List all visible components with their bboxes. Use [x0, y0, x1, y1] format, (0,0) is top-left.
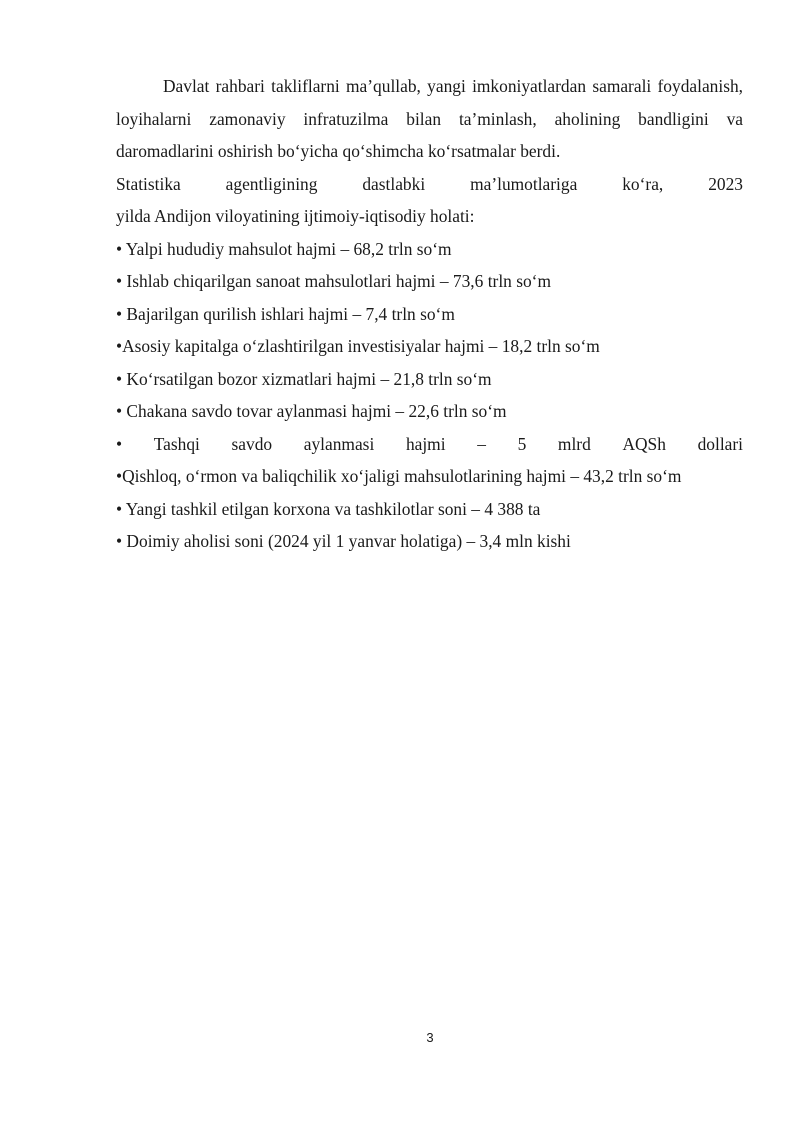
trade-word: • [116, 433, 123, 454]
list-item-population: • Doimiy aholisi soni (2024 yil 1 yanvar holatiga) – 3,4 mln kishi [116, 531, 571, 551]
list-item-investment: •Asosiy kapitalga o‘zlashtirilgan investisiyalar hajmi – 18,2 trln so‘m [116, 336, 600, 356]
statistics-intro [116, 168, 743, 233]
trade-word: hajmi [405, 433, 446, 454]
list-item-agriculture: •Qishloq, o‘rmon va baliqchilik xo‘jaligi mahsulotlarining hajmi – 43,2 trln so‘m [116, 466, 682, 486]
list-item-market-services: • Ko‘rsatilgan bozor xizmatlari hajmi – 21,8 trln so‘m [116, 368, 492, 389]
stat-word: agentligining [225, 173, 318, 194]
statistics-list [116, 233, 743, 558]
trade-word: AQSh [622, 433, 666, 454]
stat-word: ko‘ra, [622, 173, 664, 194]
statistics-intro-first-line [116, 168, 743, 201]
list-item-foreign-trade [116, 428, 743, 461]
trade-word: aylanmasi [303, 433, 375, 454]
trade-word: mlrd [557, 433, 591, 454]
stat-word: ma’lumotlariga [470, 173, 578, 194]
page-number: 3 [426, 1030, 434, 1045]
stat-word: dastlabki [362, 173, 426, 194]
document-body [116, 70, 743, 558]
stat-word: 2023 [708, 173, 743, 194]
statistics-intro-second-line: yilda Andijon viloyatining ijtimoiy-iqtisodiy holati: [116, 206, 475, 226]
trade-word: Tashqi [153, 433, 200, 454]
intro-paragraph: Davlat rahbari takliflarni ma’qullab, yangi imkoniyatlardan samarali foydalanish, loyihalarni zamonaviy infratuzilma bilan ta’minlash, aholining bandligini va daromadlarini oshirish bo‘yicha qo‘shimcha ko‘rsatmalar berdi. [116, 76, 743, 161]
trade-word: dollari [697, 433, 743, 454]
trade-word: – [477, 433, 486, 454]
stat-word: Statistika [116, 173, 181, 194]
list-item-new-enterprises: • Yangi tashkil etilgan korxona va tashkilotlar soni – 4 388 ta [116, 498, 541, 519]
list-item-grp: • Yalpi hududiy mahsulot hajmi – 68,2 trln so‘m [116, 238, 452, 259]
list-item-industry: • Ishlab chiqarilgan sanoat mahsulotlari hajmi – 73,6 trln so‘m [116, 271, 551, 291]
list-item-construction: • Bajarilgan qurilish ishlari hajmi – 7,4 trln so‘m [116, 303, 455, 324]
list-item-retail: • Chakana savdo tovar aylanmasi hajmi – 22,6 trln so‘m [116, 401, 507, 421]
trade-word: 5 [517, 433, 527, 454]
trade-word: savdo [231, 433, 273, 454]
